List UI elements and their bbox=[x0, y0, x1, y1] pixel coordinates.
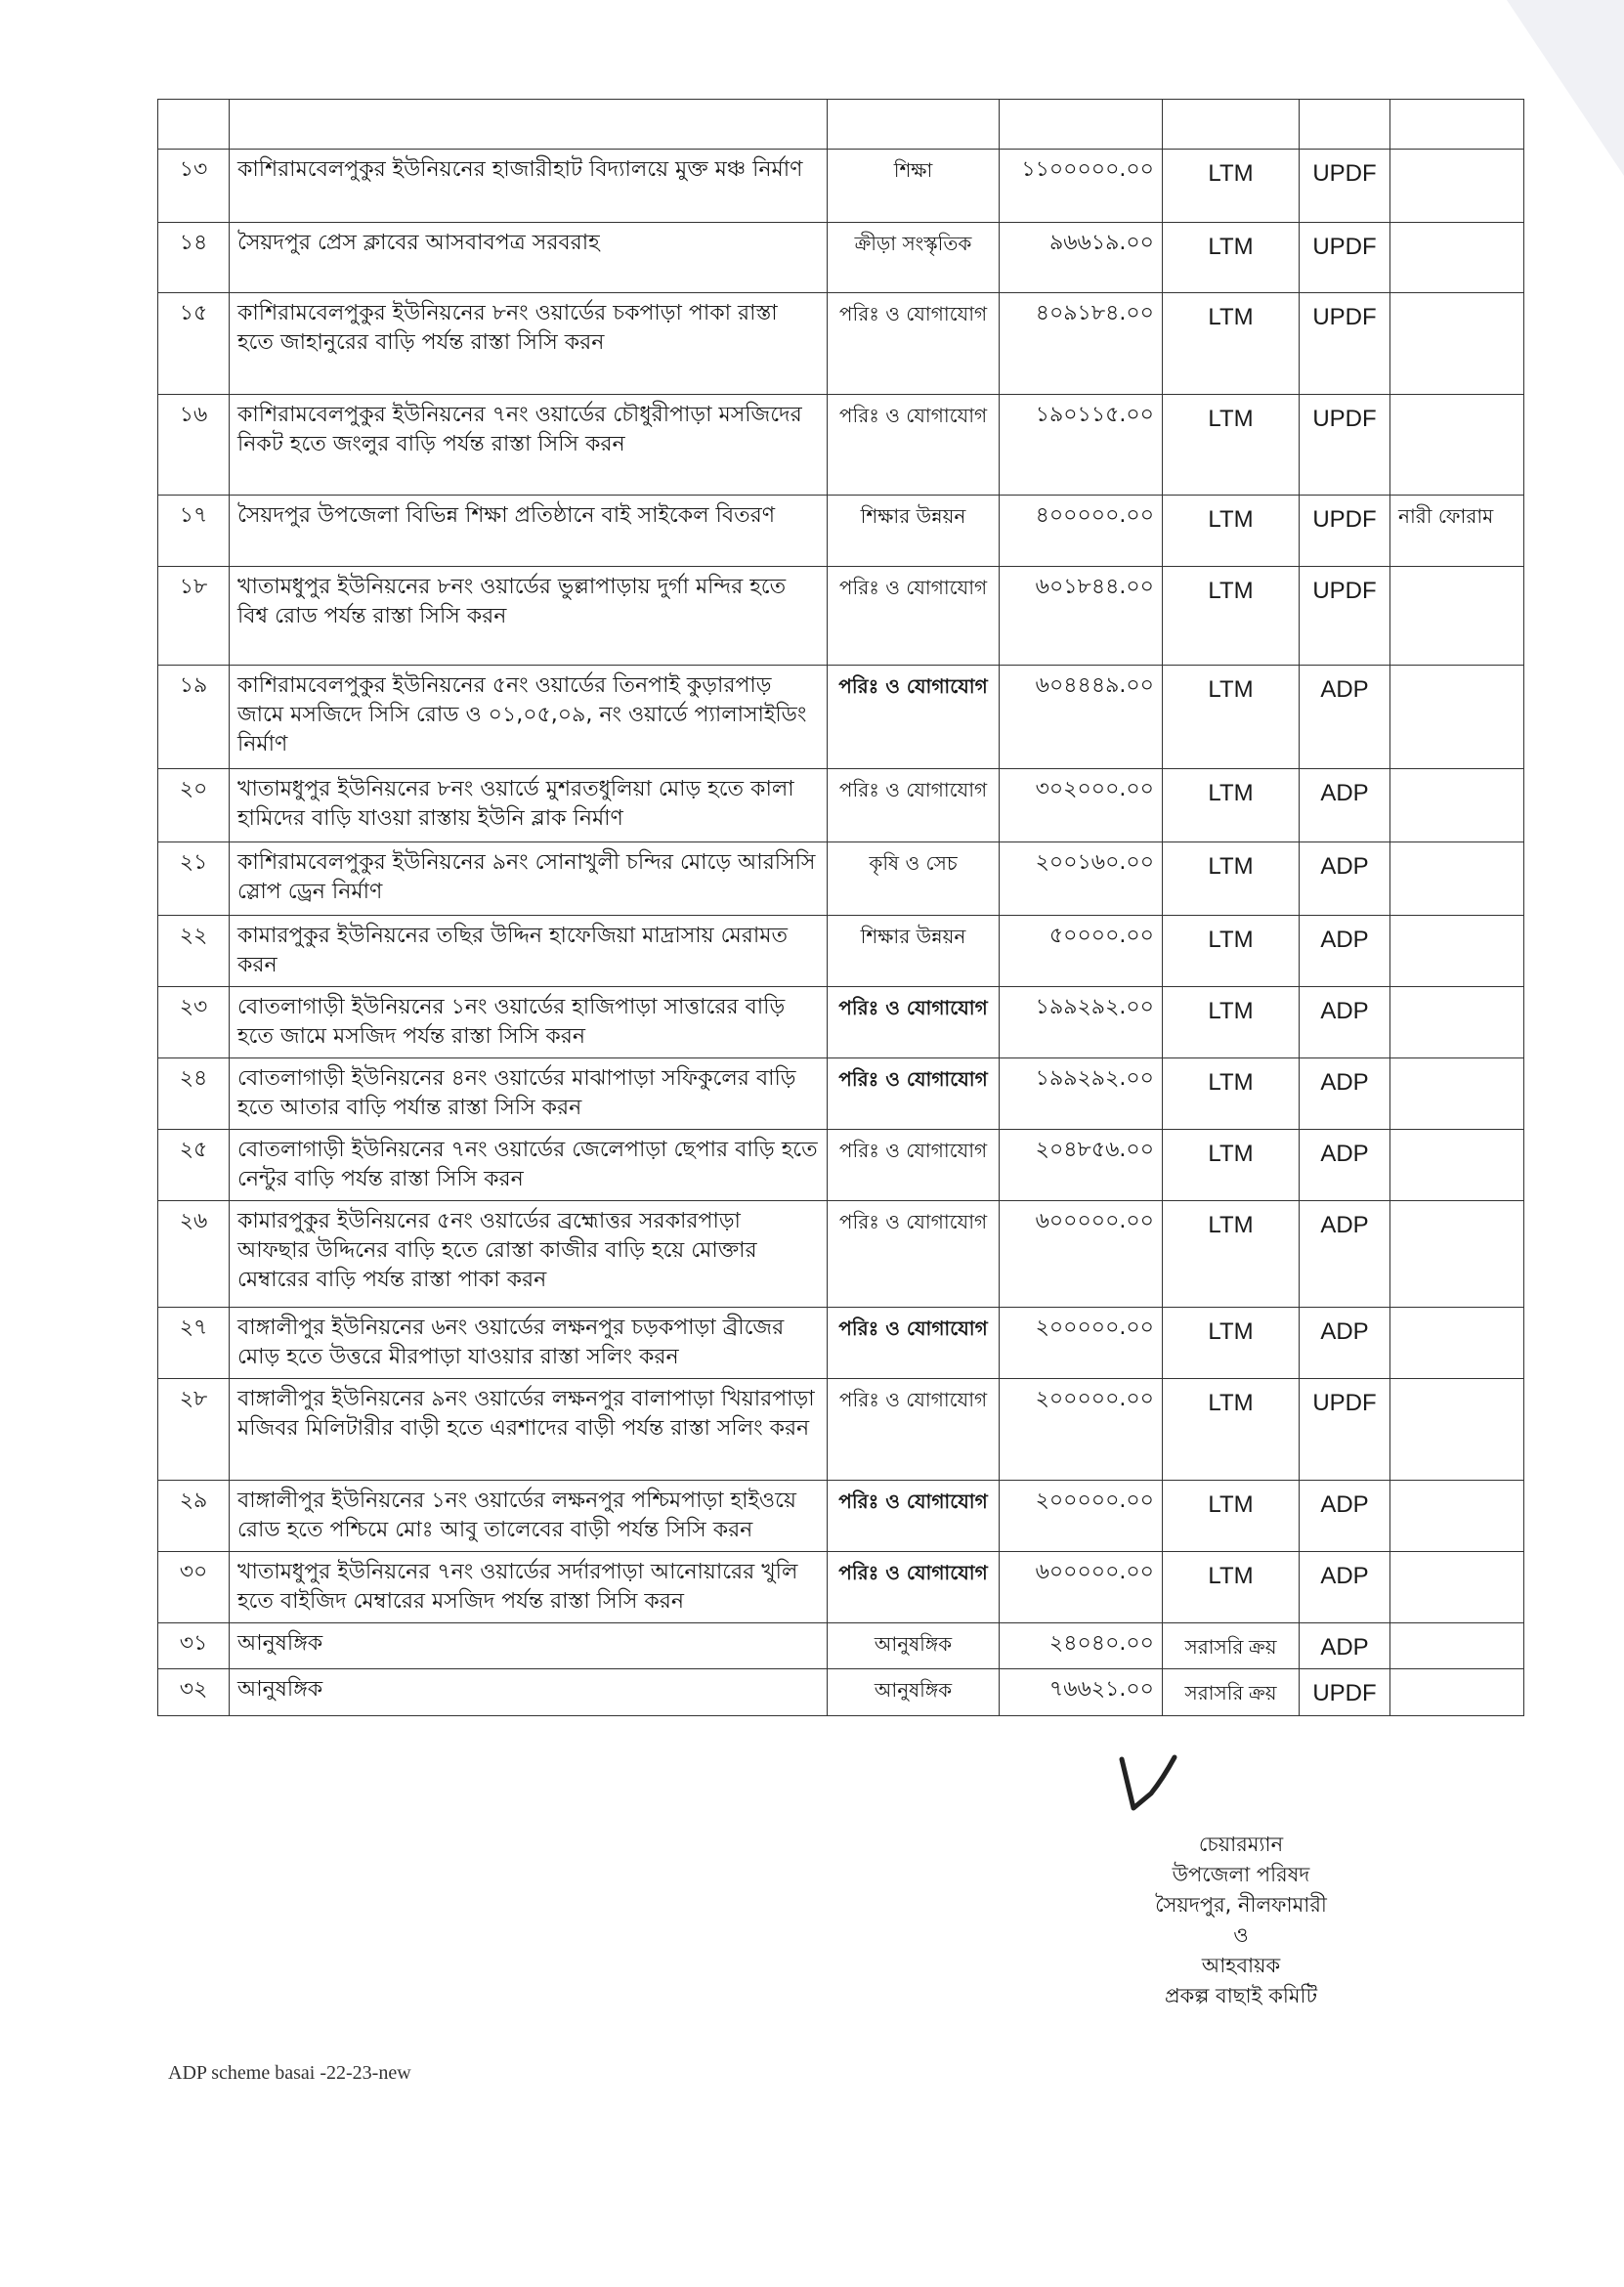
amount-cell: ২০০০০০.০০ bbox=[1000, 1379, 1163, 1481]
serial-no-cell: ২৬ bbox=[158, 1201, 230, 1308]
table-row bbox=[158, 916, 1524, 987]
table-row bbox=[158, 293, 1524, 395]
amount-cell: ৫০০০০.০০ bbox=[1000, 916, 1163, 987]
sector-cell: পরিঃ ও যোগাযোগ bbox=[828, 666, 1000, 769]
table-row bbox=[158, 1308, 1524, 1379]
table-row bbox=[158, 567, 1524, 666]
serial-no-cell: ১৭ bbox=[158, 496, 230, 567]
sector-cell: শিক্ষার উন্নয়ন bbox=[828, 496, 1000, 567]
sector-cell: পরিঃ ও যোগাযোগ bbox=[828, 1379, 1000, 1481]
signature-block bbox=[1114, 1830, 1368, 2011]
description-cell: খাতামধুপুর ইউনিয়নের ৭নং ওয়ার্ডের সর্দারপাড়া আনোয়ারের খুলি হতে বাইজিদ মেম্বারের মসজিদ পর্যন্ত রাস্তা সিসি করন bbox=[230, 1552, 828, 1623]
description-cell: কাশিরামবেলপুকুর ইউনিয়নের ৯নং সোনাখুলী চন্দির মোড়ে আরসিসি স্লোপ ড্রেন নির্মাণ bbox=[230, 842, 828, 916]
signature-line: ও bbox=[1233, 1923, 1249, 1947]
table-row bbox=[158, 769, 1524, 842]
description-cell: কাশিরামবেলপুকুর ইউনিয়নের হাজারীহাট বিদ্যালয়ে মুক্ত মঞ্চ নির্মাণ bbox=[230, 150, 828, 223]
table-row bbox=[158, 1481, 1524, 1552]
serial-no-cell: ৩১ bbox=[158, 1623, 230, 1669]
remarks-cell bbox=[1390, 567, 1524, 666]
sector-cell: শিক্ষা bbox=[828, 150, 1000, 223]
fund-source-cell: ADP bbox=[1300, 1623, 1390, 1669]
procurement-method-cell: LTM bbox=[1163, 395, 1300, 496]
procurement-method-cell: LTM bbox=[1163, 842, 1300, 916]
procurement-method-cell bbox=[1163, 100, 1300, 150]
remarks-cell bbox=[1390, 150, 1524, 223]
amount-cell: ৬০০০০০.০০ bbox=[1000, 1552, 1163, 1623]
procurement-method-cell: LTM bbox=[1163, 496, 1300, 567]
fund-source-cell: UPDF bbox=[1300, 395, 1390, 496]
signature-line: উপজেলা পরিষদ bbox=[1172, 1863, 1310, 1886]
signature-area bbox=[157, 1740, 1523, 2023]
procurement-method-cell: সরাসরি ক্রয় bbox=[1163, 1623, 1300, 1669]
serial-no-cell: ২২ bbox=[158, 916, 230, 987]
sector-cell: পরিঃ ও যোগাযোগ bbox=[828, 1130, 1000, 1201]
fund-source-cell: ADP bbox=[1300, 1481, 1390, 1552]
remarks-cell bbox=[1390, 666, 1524, 769]
remarks-cell bbox=[1390, 1669, 1524, 1716]
fund-source-cell: UPDF bbox=[1300, 1379, 1390, 1481]
serial-no-cell: ২৮ bbox=[158, 1379, 230, 1481]
fund-source-cell: UPDF bbox=[1300, 496, 1390, 567]
serial-no-cell: ১৯ bbox=[158, 666, 230, 769]
amount-cell bbox=[1000, 100, 1163, 150]
serial-no-cell: ১৬ bbox=[158, 395, 230, 496]
remarks-cell bbox=[1390, 987, 1524, 1058]
fund-source-cell: UPDF bbox=[1300, 223, 1390, 293]
amount-cell: ৬০১৮৪৪.০০ bbox=[1000, 567, 1163, 666]
description-cell: আনুষঙ্গিক bbox=[230, 1669, 828, 1716]
sector-cell: পরিঃ ও যোগাযোগ bbox=[828, 1201, 1000, 1308]
table-row bbox=[158, 150, 1524, 223]
signature-line: চেয়ারম্যান bbox=[1198, 1833, 1284, 1856]
fund-source-cell: UPDF bbox=[1300, 1669, 1390, 1716]
sector-cell: পরিঃ ও যোগাযোগ bbox=[828, 567, 1000, 666]
serial-no-cell: ২৯ bbox=[158, 1481, 230, 1552]
amount-cell: ২০০০০০.০০ bbox=[1000, 1308, 1163, 1379]
remarks-cell bbox=[1390, 1130, 1524, 1201]
procurement-method-cell: LTM bbox=[1163, 293, 1300, 395]
serial-no-cell: ২৪ bbox=[158, 1058, 230, 1130]
sector-cell: আনুষঙ্গিক bbox=[828, 1669, 1000, 1716]
description-cell: খাতামধুপুর ইউনিয়নের ৮নং ওয়ার্ডে মুশরতধুলিয়া মোড় হতে কালা হামিদের বাড়ি যাওয়া রাস্তায় ইউনি ব্লাক নির্মাণ bbox=[230, 769, 828, 842]
fund-source-cell: ADP bbox=[1300, 916, 1390, 987]
serial-no-cell: ২৩ bbox=[158, 987, 230, 1058]
procurement-method-cell: LTM bbox=[1163, 1058, 1300, 1130]
remarks-cell: নারী ফোরাম bbox=[1390, 496, 1524, 567]
serial-no-cell: ২১ bbox=[158, 842, 230, 916]
table-row bbox=[158, 496, 1524, 567]
fund-source-cell: ADP bbox=[1300, 1201, 1390, 1308]
sector-cell bbox=[828, 100, 1000, 150]
sector-cell: আনুষঙ্গিক bbox=[828, 1623, 1000, 1669]
description-cell: কাশিরামবেলপুকুর ইউনিয়নের ৭নং ওয়ার্ডের চৌধুরীপাড়া মসজিদের নিকট হতে জংলুর বাড়ি পর্যন্ত রাস্তা সিসি করন bbox=[230, 395, 828, 496]
description-cell: সৈয়দপুর উপজেলা বিভিন্ন শিক্ষা প্রতিষ্ঠানে বাই সাইকেল বিতরণ bbox=[230, 496, 828, 567]
sector-cell: ক্রীড়া সংস্কৃতিক bbox=[828, 223, 1000, 293]
table-row bbox=[158, 1623, 1524, 1669]
serial-no-cell: ১৫ bbox=[158, 293, 230, 395]
amount-cell: ৬০০০০০.০০ bbox=[1000, 1201, 1163, 1308]
remarks-cell bbox=[1390, 395, 1524, 496]
amount-cell: ৭৬৬২১.০০ bbox=[1000, 1669, 1163, 1716]
remarks-cell bbox=[1390, 223, 1524, 293]
description-cell: বাঙ্গালীপুর ইউনিয়নের ১নং ওয়ার্ডের লক্ষনপুর পশ্চিমপাড়া হাইওয়ে রোড হতে পশ্চিমে মোঃ আবু তালেবের বাড়ী পর্যন্ত সিসি করন bbox=[230, 1481, 828, 1552]
table-row bbox=[158, 842, 1524, 916]
sector-cell: পরিঃ ও যোগাযোগ bbox=[828, 1481, 1000, 1552]
remarks-cell bbox=[1390, 1379, 1524, 1481]
table-row bbox=[158, 1669, 1524, 1716]
procurement-method-cell: LTM bbox=[1163, 1201, 1300, 1308]
serial-no-cell: ৩২ bbox=[158, 1669, 230, 1716]
procurement-method-cell: LTM bbox=[1163, 567, 1300, 666]
amount-cell: ৩০২০০০.০০ bbox=[1000, 769, 1163, 842]
procurement-method-cell: LTM bbox=[1163, 1552, 1300, 1623]
table-row bbox=[158, 1201, 1524, 1308]
remarks-cell bbox=[1390, 769, 1524, 842]
fund-source-cell: UPDF bbox=[1300, 567, 1390, 666]
signature-line: আহবায়ক bbox=[1201, 1954, 1281, 1977]
scan-shadow bbox=[1507, 0, 1624, 176]
table-row bbox=[158, 1130, 1524, 1201]
remarks-cell bbox=[1390, 842, 1524, 916]
fund-source-cell: ADP bbox=[1300, 1308, 1390, 1379]
fund-source-cell: ADP bbox=[1300, 987, 1390, 1058]
table-header-row bbox=[158, 100, 1524, 150]
procurement-method-cell: LTM bbox=[1163, 1130, 1300, 1201]
amount-cell: ২০০১৬০.০০ bbox=[1000, 842, 1163, 916]
procurement-method-cell: LTM bbox=[1163, 1379, 1300, 1481]
fund-source-cell: ADP bbox=[1300, 1058, 1390, 1130]
amount-cell: ১৯৯২৯২.০০ bbox=[1000, 987, 1163, 1058]
footer-filename: ADP scheme basai -22-23-new bbox=[168, 2062, 411, 2084]
fund-source-cell: ADP bbox=[1300, 1552, 1390, 1623]
description-cell: সৈয়দপুর প্রেস ক্লাবের আসবাবপত্র সরবরাহ bbox=[230, 223, 828, 293]
remarks-cell bbox=[1390, 916, 1524, 987]
table-row bbox=[158, 223, 1524, 293]
sector-cell: পরিঃ ও যোগাযোগ bbox=[828, 293, 1000, 395]
description-cell: বোতলাগাড়ী ইউনিয়নের ১নং ওয়ার্ডের হাজিপাড়া সাত্তারের বাড়ি হতে জামে মসজিদ পর্যন্ত রাস্তা সিসি করন bbox=[230, 987, 828, 1058]
table-row bbox=[158, 1058, 1524, 1130]
fund-source-cell bbox=[1300, 100, 1390, 150]
description-cell: কামারপুকুর ইউনিয়নের তছির উদ্দিন হাফেজিয়া মাদ্রাসায় মেরামত করন bbox=[230, 916, 828, 987]
procurement-method-cell: LTM bbox=[1163, 987, 1300, 1058]
sector-cell: পরিঃ ও যোগাযোগ bbox=[828, 395, 1000, 496]
amount-cell: ২০০০০০.০০ bbox=[1000, 1481, 1163, 1552]
procurement-method-cell: LTM bbox=[1163, 223, 1300, 293]
amount-cell: ৬০৪৪৪৯.০০ bbox=[1000, 666, 1163, 769]
description-cell: আনুষঙ্গিক bbox=[230, 1623, 828, 1669]
remarks-cell bbox=[1390, 1201, 1524, 1308]
fund-source-cell: ADP bbox=[1300, 842, 1390, 916]
scheme-table bbox=[157, 99, 1524, 1716]
serial-no-cell: ২০ bbox=[158, 769, 230, 842]
sector-cell: পরিঃ ও যোগাযোগ bbox=[828, 769, 1000, 842]
sector-cell: শিক্ষার উন্নয়ন bbox=[828, 916, 1000, 987]
sector-cell: কৃষি ও সেচ bbox=[828, 842, 1000, 916]
amount-cell: ২৪০৪০.০০ bbox=[1000, 1623, 1163, 1669]
signature-mark bbox=[1104, 1740, 1192, 1828]
amount-cell: ১১০০০০০.০০ bbox=[1000, 150, 1163, 223]
description-cell: বাঙ্গালীপুর ইউনিয়নের ৯নং ওয়ার্ডের লক্ষনপুর বালাপাড়া খিয়ারপাড়া মজিবর মিলিটারীর বাড়ী হতে এরশাদের বাড়ী পর্যন্ত রাস্তা সলিং করন bbox=[230, 1379, 828, 1481]
sector-cell: পরিঃ ও যোগাযোগ bbox=[828, 987, 1000, 1058]
remarks-cell bbox=[1390, 100, 1524, 150]
remarks-cell bbox=[1390, 1058, 1524, 1130]
procurement-method-cell: LTM bbox=[1163, 769, 1300, 842]
procurement-method-cell: LTM bbox=[1163, 666, 1300, 769]
description-cell: কামারপুকুর ইউনিয়নের ৫নং ওয়ার্ডের ব্রহ্মোত্তর সরকারপাড়া আফছার উদ্দিনের বাড়ি হতে রোস্তা কাজীর বাড়ি হয়ে মোক্তার মেম্বারের বাড়ি পর্যন্ত রাস্তা পাকা করন bbox=[230, 1201, 828, 1308]
fund-source-cell: ADP bbox=[1300, 1130, 1390, 1201]
fund-source-cell: ADP bbox=[1300, 769, 1390, 842]
description-cell: বাঙ্গালীপুর ইউনিয়নের ৬নং ওয়ার্ডের লক্ষনপুর চড়কপাড়া ব্রীজের মোড় হতে উত্তরে মীরপাড়া যাওয়ার রাস্তা সলিং করন bbox=[230, 1308, 828, 1379]
description-cell: কাশিরামবেলপুকুর ইউনিয়নের ৮নং ওয়ার্ডের চকপাড়া পাকা রাস্তা হতে জাহানুরের বাড়ি পর্যন্ত রাস্তা সিসি করন bbox=[230, 293, 828, 395]
serial-no-cell: ২৭ bbox=[158, 1308, 230, 1379]
amount-cell: ৯৬৬১৯.০০ bbox=[1000, 223, 1163, 293]
serial-no-cell: ১৪ bbox=[158, 223, 230, 293]
table-row bbox=[158, 987, 1524, 1058]
table-row bbox=[158, 1379, 1524, 1481]
amount-cell: ২০৪৮৫৬.০০ bbox=[1000, 1130, 1163, 1201]
fund-source-cell: UPDF bbox=[1300, 150, 1390, 223]
fund-source-cell: ADP bbox=[1300, 666, 1390, 769]
serial-no-cell: ১৩ bbox=[158, 150, 230, 223]
description-cell bbox=[230, 100, 828, 150]
remarks-cell bbox=[1390, 1308, 1524, 1379]
amount-cell: ১৯০১১৫.০০ bbox=[1000, 395, 1163, 496]
procurement-method-cell: LTM bbox=[1163, 1481, 1300, 1552]
sector-cell: পরিঃ ও যোগাযোগ bbox=[828, 1552, 1000, 1623]
serial-no-cell: ৩০ bbox=[158, 1552, 230, 1623]
description-cell: খাতামধুপুর ইউনিয়নের ৮নং ওয়ার্ডের ভুল্লাপাড়ায় দুর্গা মন্দির হতে বিশ্ব রোড পর্যন্ত রাস্তা সিসি করন bbox=[230, 567, 828, 666]
signature-line: প্রকল্প বাছাই কমিটি bbox=[1164, 1984, 1318, 2007]
procurement-method-cell: LTM bbox=[1163, 150, 1300, 223]
serial-no-cell: ১৮ bbox=[158, 567, 230, 666]
remarks-cell bbox=[1390, 1481, 1524, 1552]
signature-line: সৈয়দপুর, নীলফামারী bbox=[1155, 1893, 1327, 1917]
serial-no-cell: ২৫ bbox=[158, 1130, 230, 1201]
table-row bbox=[158, 1552, 1524, 1623]
table-row bbox=[158, 395, 1524, 496]
amount-cell: ১৯৯২৯২.০০ bbox=[1000, 1058, 1163, 1130]
description-cell: বোতলাগাড়ী ইউনিয়নের ৭নং ওয়ার্ডের জেলেপাড়া ছেপার বাড়ি হতে নেন্টুর বাড়ি পর্যন্ত রাস্তা সিসি করন bbox=[230, 1130, 828, 1201]
description-cell: কাশিরামবেলপুকুর ইউনিয়নের ৫নং ওয়ার্ডের তিনপাই কুড়ারপাড় জামে মসজিদে সিসি রোড ও ০১,০৫,০৯, নং ওয়ার্ডে প্যালাসাইডিং নির্মাণ bbox=[230, 666, 828, 769]
fund-source-cell: UPDF bbox=[1300, 293, 1390, 395]
remarks-cell bbox=[1390, 293, 1524, 395]
sector-cell: পরিঃ ও যোগাযোগ bbox=[828, 1058, 1000, 1130]
remarks-cell bbox=[1390, 1623, 1524, 1669]
amount-cell: ৪০৯১৮৪.০০ bbox=[1000, 293, 1163, 395]
remarks-cell bbox=[1390, 1552, 1524, 1623]
sector-cell: পরিঃ ও যোগাযোগ bbox=[828, 1308, 1000, 1379]
serial-no-cell bbox=[158, 100, 230, 150]
procurement-method-cell: LTM bbox=[1163, 1308, 1300, 1379]
procurement-method-cell: LTM bbox=[1163, 916, 1300, 987]
amount-cell: ৪০০০০০.০০ bbox=[1000, 496, 1163, 567]
table-row bbox=[158, 666, 1524, 769]
description-cell: বোতলাগাড়ী ইউনিয়নের ৪নং ওয়ার্ডের মাঝাপাড়া সফিকুলের বাড়ি হতে আতার বাড়ি পর্যান্ত রাস্তা সিসি করন bbox=[230, 1058, 828, 1130]
procurement-method-cell: সরাসরি ক্রয় bbox=[1163, 1669, 1300, 1716]
